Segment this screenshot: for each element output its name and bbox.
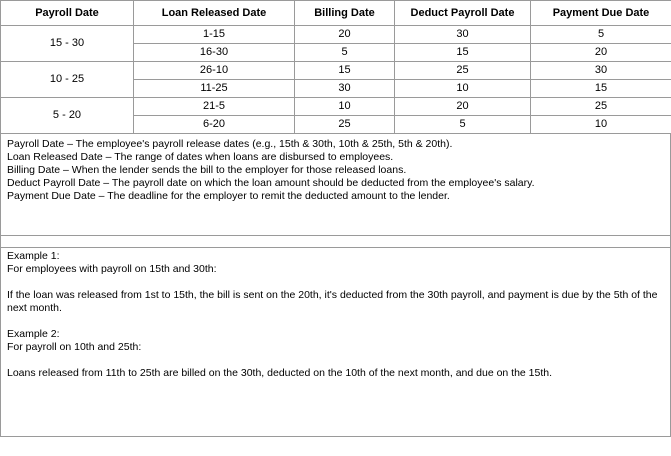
payroll-date-cell[interactable]: 10 - 25 — [1, 62, 134, 98]
empty-row-cell[interactable] — [0, 236, 671, 248]
deduct-payroll-cell[interactable]: 15 — [395, 44, 531, 62]
example2-subtitle: For payroll on 10th and 25th: — [7, 341, 142, 353]
header-payroll-date[interactable]: Payroll Date — [1, 1, 134, 26]
billing-date-cell[interactable]: 25 — [295, 116, 395, 134]
deduct-payroll-cell[interactable]: 25 — [395, 62, 531, 80]
billing-date-cell[interactable]: 30 — [295, 80, 395, 98]
header-billing-date[interactable]: Billing Date — [295, 1, 395, 26]
billing-date-cell[interactable]: 15 — [295, 62, 395, 80]
examples-cell[interactable] — [0, 248, 671, 437]
loan-released-cell[interactable]: 6-20 — [134, 116, 295, 134]
definition-payment-due-date: Payment Due Date – The deadline for the employer to remit the deducted amount to the lender. — [7, 190, 450, 202]
paragraph-gap — [7, 276, 664, 289]
header-deduct-payroll-date[interactable]: Deduct Payroll Date — [395, 1, 531, 26]
billing-date-cell[interactable]: 10 — [295, 98, 395, 116]
payroll-date-cell[interactable]: 15 - 30 — [1, 26, 134, 62]
header-loan-released-date[interactable]: Loan Released Date — [134, 1, 295, 26]
deduct-payroll-cell[interactable]: 20 — [395, 98, 531, 116]
example2-text: Loans released from 11th to 25th are billed on the 30th, deducted on the 10th of the next month, and due on the 15th. — [7, 367, 553, 379]
loan-released-cell[interactable]: 1-15 — [134, 26, 295, 44]
billing-date-cell[interactable]: 5 — [295, 44, 395, 62]
deduct-payroll-cell[interactable]: 5 — [395, 116, 531, 134]
table-row — [1, 26, 671, 44]
paragraph-gap — [7, 354, 664, 367]
definition-loan-released-date: Loan Released Date – The range of dates when loans are disbursed to employees. — [7, 151, 394, 163]
loan-released-cell[interactable]: 11-25 — [134, 80, 295, 98]
paragraph-gap — [7, 315, 664, 328]
loan-released-cell[interactable]: 26-10 — [134, 62, 295, 80]
example1-text: If the loan was released from 1st to 15th, the bill is sent on the 20th, it's deducted from the 30th payroll, and payment is due by the 5th of the next month. — [7, 289, 658, 314]
table-row — [1, 62, 671, 80]
deduct-payroll-cell[interactable]: 10 — [395, 80, 531, 98]
payment-due-cell[interactable]: 10 — [531, 116, 671, 134]
example2-title: Example 2: — [7, 328, 60, 340]
payment-due-cell[interactable]: 15 — [531, 80, 671, 98]
loan-schedule-table — [0, 0, 671, 134]
header-payment-due-date[interactable]: Payment Due Date — [531, 1, 671, 26]
billing-date-cell[interactable]: 20 — [295, 26, 395, 44]
payment-due-cell[interactable]: 25 — [531, 98, 671, 116]
deduct-payroll-cell[interactable]: 30 — [395, 26, 531, 44]
loan-released-cell[interactable]: 21-5 — [134, 98, 295, 116]
loan-released-cell[interactable]: 16-30 — [134, 44, 295, 62]
payroll-date-cell[interactable]: 5 - 20 — [1, 98, 134, 134]
table-header-row — [1, 1, 671, 26]
payment-due-cell[interactable]: 30 — [531, 62, 671, 80]
table-row — [1, 98, 671, 116]
payment-due-cell[interactable]: 20 — [531, 44, 671, 62]
definition-deduct-payroll-date: Deduct Payroll Date – The payroll date on which the loan amount should be deducted from the employee's salary. — [7, 177, 535, 189]
definition-billing-date: Billing Date – When the lender sends the bill to the employer for those released loans. — [7, 164, 407, 176]
payment-due-cell[interactable]: 5 — [531, 26, 671, 44]
example1-subtitle: For employees with payroll on 15th and 30th: — [7, 263, 217, 275]
definitions-cell[interactable] — [0, 134, 671, 236]
definition-payroll-date: Payroll Date – The employee's payroll release dates (e.g., 15th & 30th, 10th & 25th, 5th & 20th). — [7, 138, 453, 150]
example1-title: Example 1: — [7, 250, 60, 262]
